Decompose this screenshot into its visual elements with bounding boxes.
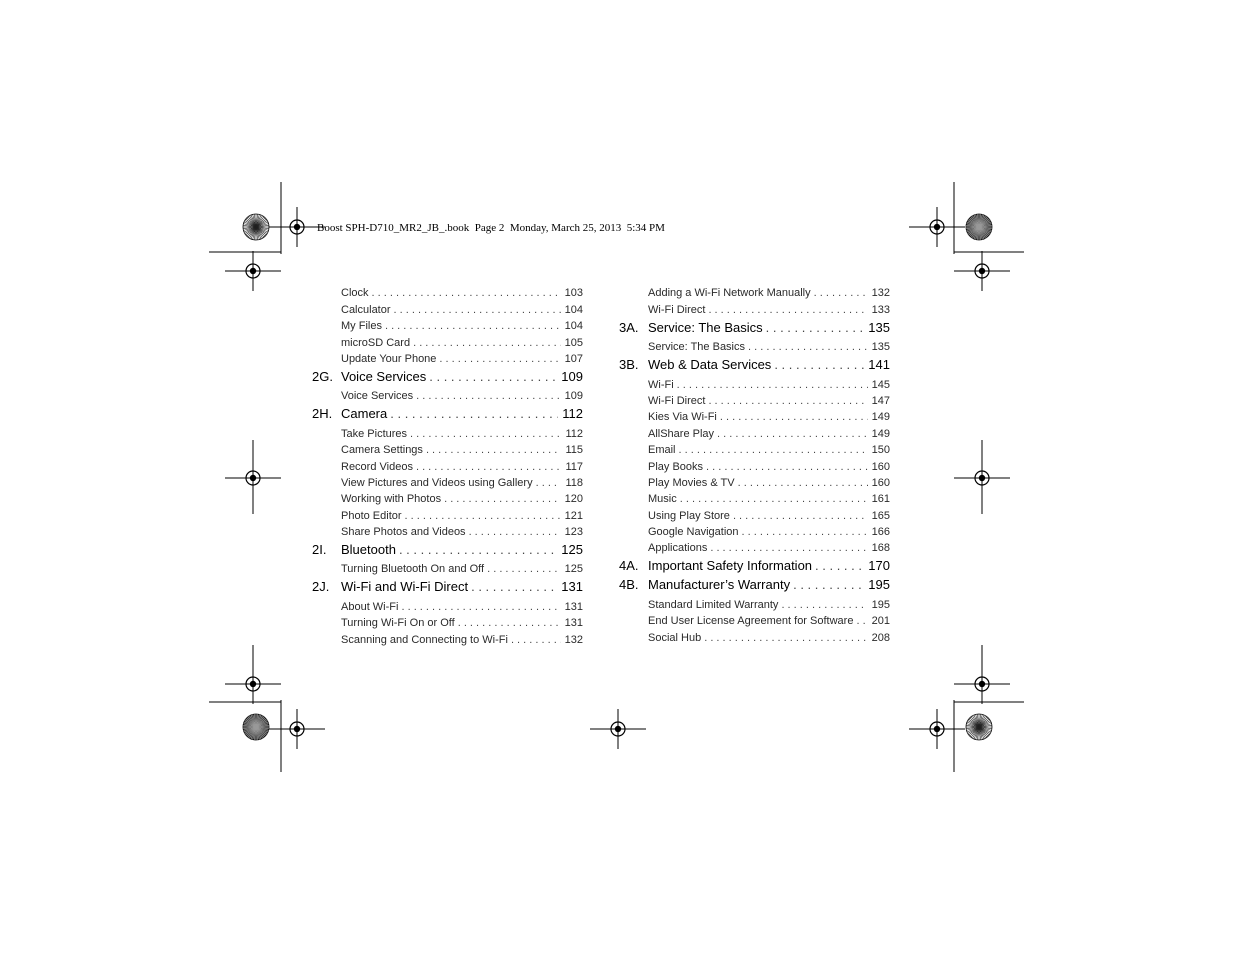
dot-leader [471,579,557,594]
page-number: 112 [565,427,583,440]
page-number: 161 [871,493,890,506]
entry-title: Adding a Wi-Fi Network Manually [648,287,811,300]
entry-title: Record Videos [341,460,413,473]
toc-section-entry[interactable] [619,337,890,353]
page-number: 147 [871,394,890,407]
dot-leader [399,542,557,557]
dot-leader [410,428,561,440]
registration-target-icon [909,709,965,749]
page-number: 133 [871,303,890,316]
page-number: 201 [871,615,890,628]
page-number: 105 [564,336,583,349]
toc-section-entry[interactable] [312,596,583,612]
entry-title: Voice Services [341,390,414,403]
chapter-number: 2G. [312,368,333,384]
toc-chapter-entry[interactable] [312,538,583,557]
toc-chapter-entry[interactable] [619,554,890,573]
page-number: 117 [565,460,583,473]
color-star-target-icon [243,214,269,240]
toc-section-entry[interactable] [619,594,890,610]
dot-leader [774,357,864,372]
dot-leader [405,510,561,522]
entry-title: Photo Editor [341,509,402,522]
registration-target-icon [225,458,281,498]
entry-title: Wi-Fi [648,378,674,391]
toc-section-entry[interactable] [312,559,583,575]
entry-title: Clock [341,287,369,300]
page-number: 104 [564,303,583,316]
entry-title: My Files [341,320,382,333]
page-number: 104 [564,320,583,333]
dot-leader [708,304,867,316]
dot-leader [487,563,561,575]
toc-section-entry[interactable] [619,423,890,439]
color-star-target-icon [966,214,992,240]
page-number: 132 [871,287,890,300]
entry-title: Important Safety Information [648,558,813,574]
toc-section-entry[interactable] [619,522,890,538]
toc-chapter-entry[interactable] [619,573,890,592]
toc-section-entry[interactable] [312,283,583,299]
dot-leader [680,493,868,505]
dot-leader [439,353,560,365]
entry-title: Camera Settings [341,444,423,457]
toc-section-entry[interactable] [619,538,890,554]
entry-title: Web & Data Services [648,357,772,373]
entry-title: AllShare Play [648,427,715,440]
dot-leader [708,395,867,407]
entry-title: Calculator [341,303,391,316]
page-number: 107 [564,352,583,365]
entry-title: Update Your Phone [341,352,437,365]
entry-title: Social Hub [648,631,702,644]
toc-section-entry[interactable] [619,391,890,407]
dot-leader [416,461,562,473]
page-number: 170 [868,558,890,574]
color-star-target-icon [243,714,269,740]
entry-title: microSD Card [341,336,411,349]
toc-section-entry[interactable] [619,283,890,299]
dot-leader [793,577,864,592]
toc-section-entry[interactable] [619,440,890,456]
toc-section-entry[interactable] [312,423,583,439]
page-number: 112 [562,406,583,422]
dot-leader [738,477,868,489]
entry-title: Service: The Basics [648,341,746,354]
toc-section-entry[interactable] [619,489,890,505]
dot-leader [390,406,558,421]
entry-title: About Wi-Fi [341,600,399,613]
registration-target-icon [225,664,281,704]
page-number: 125 [564,563,583,576]
page-number: 141 [868,357,890,373]
page-number: 160 [871,476,890,489]
page-number: 121 [564,509,583,522]
toc-section-entry[interactable] [312,505,583,521]
chapter-number: 2J. [312,579,330,595]
dot-leader [742,526,868,538]
toc-chapter-entry[interactable] [619,316,890,335]
entry-title: Camera [341,406,388,422]
entry-title: Bluetooth [341,542,396,558]
toc-section-entry[interactable] [312,489,583,505]
dot-leader [766,320,865,335]
toc-section-entry[interactable] [312,316,583,332]
toc-section-entry[interactable] [312,629,583,645]
toc-section-entry[interactable] [312,299,583,315]
registration-target-icon [954,251,1010,291]
chapter-number: 4A. [619,558,639,574]
chapter-number: 3B. [619,357,639,373]
page-number: 150 [871,444,890,457]
page-number: 145 [871,378,890,391]
dot-leader [511,634,561,646]
entry-title: Applications [648,542,708,555]
entry-title: Play Movies & TV [648,476,735,489]
entry-title: Google Navigation [648,526,739,539]
toc-chapter-entry[interactable] [312,365,583,384]
dot-leader [444,493,561,505]
registration-target-icon [954,458,1010,498]
entry-title: Email [648,444,676,457]
toc-chapter-entry[interactable] [312,402,583,421]
toc-section-entry[interactable] [312,440,583,456]
toc-section-entry[interactable] [312,386,583,402]
page-number: 135 [868,319,890,335]
toc-chapter-entry[interactable] [619,353,890,372]
toc-section-entry[interactable] [619,627,890,643]
page-number: 208 [871,631,890,644]
page-number: 165 [871,509,890,522]
dot-leader [733,510,868,522]
dot-leader [385,320,561,332]
dot-leader [372,287,561,299]
dot-leader [781,599,867,611]
registration-target-icon [954,664,1010,704]
page-number: 149 [871,411,890,424]
page-number: 115 [565,444,583,457]
entry-title: Wi-Fi Direct [648,303,706,316]
dot-leader [748,341,868,353]
entry-title: Kies Via Wi-Fi [648,411,717,424]
dot-leader [416,390,560,402]
entry-title: Take Pictures [341,427,408,440]
dot-leader [469,526,561,538]
chapter-number: 2I. [312,542,327,558]
page-number: 166 [871,526,890,539]
page-number: 120 [564,493,583,506]
dot-leader [679,444,868,456]
dot-leader [710,542,867,554]
dot-leader [706,461,868,473]
entry-title: Music [648,493,677,506]
toc-section-entry[interactable] [312,613,583,629]
dot-leader [717,428,868,440]
dot-leader [394,304,561,316]
dot-leader [426,444,562,456]
toc-section-entry[interactable] [312,473,583,489]
registration-target-icon [909,207,965,247]
chapter-number: 4B. [619,577,639,593]
entry-title: Working with Photos [341,493,442,506]
toc-section-entry[interactable] [619,407,890,423]
page-number: 160 [871,460,890,473]
dot-leader [458,617,561,629]
color-star-target-icon [966,714,992,740]
dot-leader [429,369,557,384]
page-number: 118 [565,476,583,489]
toc-column-left [312,283,583,646]
toc-section-entry[interactable] [312,332,583,348]
toc-section-entry[interactable] [619,473,890,489]
registration-target-icon [225,251,281,291]
page-number: 131 [564,617,583,630]
toc-column-right [619,283,890,644]
entry-title: Using Play Store [648,509,730,522]
page-number: 131 [561,579,583,595]
dot-leader [704,632,867,644]
toc-section-entry[interactable] [619,505,890,521]
toc-chapter-entry[interactable] [312,575,583,594]
entry-title: Manufacturer’s Warranty [648,577,791,593]
entry-title: View Pictures and Videos using Gallery [341,476,533,489]
entry-title: Wi-Fi and Wi-Fi Direct [341,579,469,595]
entry-title: End User License Agreement for Software [648,615,854,628]
dot-leader [720,411,868,423]
dot-leader [814,287,868,299]
dot-leader [815,558,864,573]
entry-title: Share Photos and Videos [341,526,466,539]
entry-title: Turning Wi-Fi On or Off [341,617,455,630]
entry-title: Turning Bluetooth On and Off [341,563,485,576]
entry-title: Service: The Basics [648,319,763,335]
chapter-number: 2H. [312,406,333,422]
toc-section-entry[interactable] [619,611,890,627]
page-number: 131 [564,600,583,613]
page-number: 123 [564,526,583,539]
dot-leader [677,379,868,391]
toc-section-entry[interactable] [312,456,583,472]
dot-leader [856,615,867,627]
page-number: 195 [871,598,890,611]
dot-leader [401,601,560,613]
toc-section-entry[interactable] [619,299,890,315]
registration-target-icon [590,709,646,749]
dot-leader [536,477,562,489]
toc-section-entry[interactable] [619,374,890,390]
page-number: 132 [564,633,583,646]
page-number: 195 [868,577,890,593]
toc-section-entry[interactable] [312,349,583,365]
page-number: 103 [564,287,583,300]
print-slug-line: Boost SPH-D710_MR2_JB_.book Page 2 Monday, March 25, 2013 5:34 PM [317,222,665,234]
entry-title: Play Books [648,460,704,473]
dot-leader [413,337,561,349]
chapter-number: 3A. [619,319,639,335]
registration-target-icon [269,709,325,749]
toc-section-entry[interactable] [312,522,583,538]
page-number: 125 [561,542,583,558]
toc-section-entry[interactable] [619,456,890,472]
entry-title: Scanning and Connecting to Wi-Fi [341,633,508,646]
entry-title: Wi-Fi Direct [648,394,706,407]
page-number: 135 [871,341,890,354]
page-number: 168 [871,542,890,555]
page-number: 109 [564,390,583,403]
page-number: 149 [871,427,890,440]
page-number: 109 [561,368,583,384]
entry-title: Standard Limited Warranty [648,598,779,611]
entry-title: Voice Services [341,368,427,384]
